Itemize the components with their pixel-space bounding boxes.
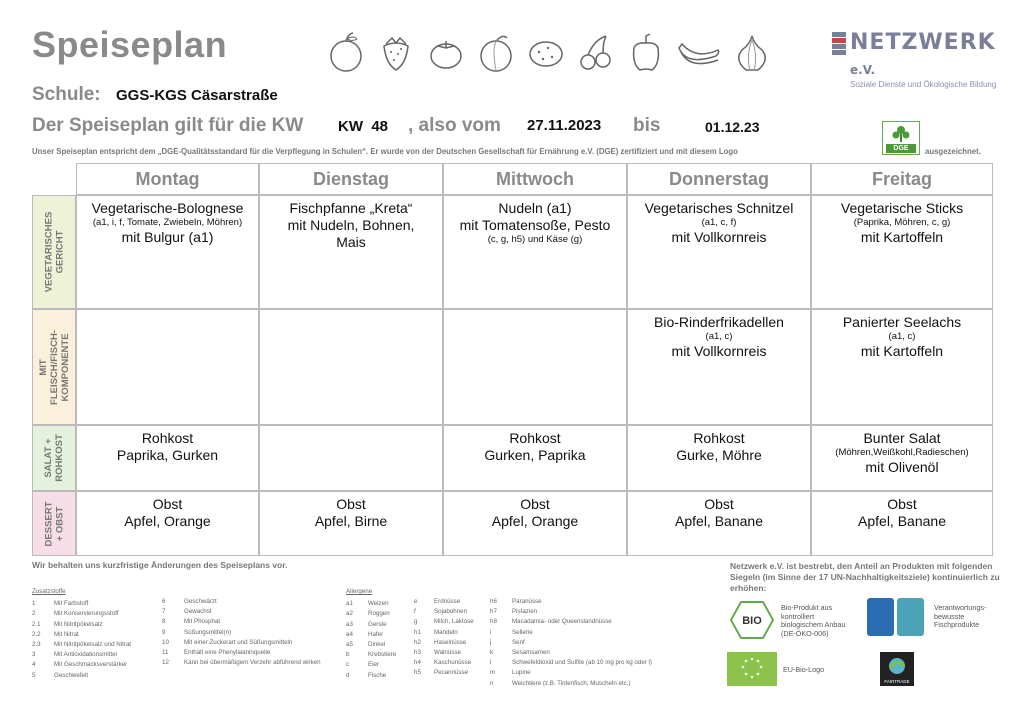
legend-text: Mit Konservierungsstoff xyxy=(54,610,119,618)
brand-suffix: e.V. xyxy=(850,63,875,77)
legend-text: Mit Farbstoff xyxy=(54,600,89,608)
meal-cell xyxy=(627,309,811,425)
legend-code: a3 xyxy=(346,620,353,628)
legend-code: h3 xyxy=(414,649,421,657)
fruit-icons xyxy=(326,30,772,74)
menu-table xyxy=(32,163,993,556)
meal-line: Panierter Seelachs xyxy=(842,314,962,330)
legend-text: Schwefeldioxid und Sulfite (ab 10 mg pro kg oder l) xyxy=(512,659,652,667)
meal-line: (Möhren,Weißkohl,Radieschen) xyxy=(835,447,969,458)
meal-cell xyxy=(627,195,811,309)
row-label xyxy=(32,425,76,491)
legend-text: Weichtiere (z.B. Tintenfisch, Muscheln etc.) xyxy=(512,679,631,687)
legend-row xyxy=(414,597,474,607)
meal-cell xyxy=(76,425,259,491)
legend-text: Sojabohnen xyxy=(434,608,468,616)
legend-text: Geschwärzt xyxy=(184,598,217,605)
legend-text: Erdnüsse xyxy=(434,598,461,605)
legend-row xyxy=(32,620,131,630)
meal-line: Obst xyxy=(336,496,366,512)
legend-row xyxy=(32,671,131,681)
legend-row xyxy=(32,599,131,609)
meal-line: Fischpfanne „Kreta“ xyxy=(289,200,413,216)
meal-cell xyxy=(811,309,993,425)
legend-row xyxy=(162,607,321,617)
brand-tagline: Soziale Dienste und Ökologische Bildung xyxy=(850,80,997,89)
legend-code: 2.1 xyxy=(32,620,41,628)
legend-code: h6 xyxy=(490,598,497,605)
legend-row xyxy=(346,660,396,670)
row-label-text: SALAT + ROHKOST xyxy=(43,434,65,482)
meal-line: Vegetarische-Bolognese xyxy=(91,200,244,216)
legend-text: Sellerie xyxy=(512,628,533,636)
from-label: , also vom xyxy=(408,115,501,136)
legend-row xyxy=(490,668,652,678)
legend-text: Kann bei übermäßigem Verzehr abführend wirken xyxy=(184,659,321,667)
additives-legend-2 xyxy=(162,597,321,668)
meal-line: (a1, i, f, Tomate, Zwiebeln, Möhren) xyxy=(92,217,243,228)
legend-row xyxy=(346,620,396,630)
school-label: Schule: xyxy=(32,84,101,105)
legend-text: Macadamia- oder Queenslandnüsse xyxy=(512,618,612,626)
eu-bio-logo-icon xyxy=(727,652,777,686)
peach-icon xyxy=(476,30,516,74)
bio-seal-text: Bio-Produkt aus kontrolliert biologischem Anbau (DE-ÖKO-006) xyxy=(781,603,846,638)
legend-row xyxy=(490,658,652,668)
legend-text: Gewachst xyxy=(184,608,212,616)
meal-cell xyxy=(76,491,259,556)
page-title: Speiseplan xyxy=(32,24,228,65)
school-name: GGS-KGS Cäsarstraße xyxy=(116,87,278,104)
meal-line: Gurke, Möhre xyxy=(676,447,762,463)
legend-row xyxy=(162,648,321,658)
meal-line: mit Vollkornreis xyxy=(671,229,767,245)
legend-row xyxy=(346,640,396,650)
to-date: 01.12.23 xyxy=(705,119,760,135)
meal-cell xyxy=(259,195,443,309)
legend-code: 11 xyxy=(162,649,169,657)
netzwerk-note: Netzwerk e.V. ist bestrebt, den Anteil an Produkten mit folgenden Siegeln (im Sinne der 17 UN-Nachhaltigkeitsziele) kontinuierlich zu erhöhen: xyxy=(730,561,1000,593)
additives-legend xyxy=(32,587,131,681)
strawberry-icon xyxy=(376,30,416,74)
legend-row xyxy=(490,607,652,617)
meal-line: Bio-Rinderfrikadellen xyxy=(654,314,784,330)
legend-row xyxy=(414,648,474,658)
allergens-legend-3 xyxy=(490,597,652,689)
legend-code: k xyxy=(490,649,494,657)
onion-icon xyxy=(732,30,772,74)
legend-row xyxy=(414,617,474,627)
legend-text: Enthält eine Phenylalaninquelle xyxy=(184,649,271,657)
meal-line: mit Olivenöl xyxy=(865,459,939,475)
legend-code: 2.3 xyxy=(32,641,41,649)
meal-line: (a1, c, f) xyxy=(701,217,737,228)
meal-line: Rohkost xyxy=(141,430,194,446)
legend-row xyxy=(32,630,131,640)
legend-code: 10 xyxy=(162,638,169,646)
netzwerk-mark-icon xyxy=(832,32,846,54)
meal-cell xyxy=(443,195,627,309)
valid-label: Der Speiseplan gilt für die KW xyxy=(32,115,304,136)
dge-logo-text: DGE xyxy=(886,144,916,153)
legend-code: e xyxy=(414,598,418,605)
legend-code: b xyxy=(346,651,350,659)
meal-line: mit Kartoffeln xyxy=(860,343,944,359)
legend-row xyxy=(414,628,474,638)
legend-row xyxy=(162,628,321,638)
legend-row xyxy=(346,650,396,660)
legend-text: Mandeln xyxy=(434,628,458,636)
meal-line: Nudeln (a1) xyxy=(498,200,572,216)
meal-line: Bunter Salat xyxy=(863,430,941,446)
cherry-icon xyxy=(576,30,616,74)
row-label xyxy=(32,195,76,309)
meal-line: Obst xyxy=(887,496,917,512)
legend-text: Mit Nitrat xyxy=(54,630,79,638)
meal-cell xyxy=(443,491,627,556)
meal-cell xyxy=(259,425,443,491)
additives-title: Zusatzstoffe xyxy=(32,588,66,595)
day-header-freitag: Freitag xyxy=(811,163,993,195)
legend-code: h1 xyxy=(414,628,421,636)
legend-text: Mit Phosphat xyxy=(184,618,221,626)
legend-text: Weizen xyxy=(368,600,389,608)
row-label-text: VEGETARISCHES GERICHT xyxy=(43,211,65,293)
legend-code: i xyxy=(490,628,492,636)
meal-cell xyxy=(259,309,443,425)
legend-code: 2 xyxy=(32,610,36,618)
potato-icon xyxy=(526,30,566,74)
legend-text: Hafer xyxy=(368,630,384,638)
legend-code: 3 xyxy=(32,651,36,659)
legend-text: Fische xyxy=(368,671,387,679)
legend-text: Mit Antioxidationsmittel xyxy=(54,651,117,659)
bell-pepper-icon xyxy=(626,30,666,74)
legend-code: f xyxy=(414,608,416,616)
legend-code: c xyxy=(346,661,350,669)
meal-line: (Paprika, Möhren, c, g) xyxy=(853,217,951,228)
legend-text: Dinkel xyxy=(368,641,386,649)
legend-text: Milch, Laktose xyxy=(434,618,474,626)
legend-code: 5 xyxy=(32,671,36,679)
legend-code: l xyxy=(490,659,492,667)
legend-code: d xyxy=(346,671,350,679)
meal-line: Vegetarisches Schnitzel xyxy=(644,200,794,216)
meal-cell xyxy=(76,309,259,425)
legend-row xyxy=(32,640,131,650)
meal-cell xyxy=(811,491,993,556)
tomato-icon xyxy=(426,30,466,74)
legend-code: h8 xyxy=(490,618,497,626)
legend-row xyxy=(162,638,321,648)
msc-seal-text: Verantwortungs-bewusste Fischprodukte xyxy=(934,603,987,629)
meal-line: Rohkost xyxy=(693,430,745,446)
legend-code: 6 xyxy=(162,598,166,605)
meal-line: Rohkost xyxy=(509,430,561,446)
meal-line: Apfel, Orange xyxy=(124,513,211,529)
meal-line: (a1, c) xyxy=(888,331,916,342)
legend-row xyxy=(162,617,321,627)
allergens-legend-2 xyxy=(414,597,474,679)
meal-cell xyxy=(443,425,627,491)
netzwerk-logo xyxy=(832,30,1024,89)
legend-text: Pistazien xyxy=(512,608,538,616)
legend-text: Paranüsse xyxy=(512,598,542,605)
bio-seal-icon xyxy=(730,600,774,640)
legend-code: 9 xyxy=(162,628,166,636)
week-number: KW 48 xyxy=(338,118,389,135)
meal-cell xyxy=(627,491,811,556)
meal-line: Apfel, Banane xyxy=(675,513,763,529)
legend-text: Mit Nitritpökelsalz und Nitrat xyxy=(54,641,132,649)
legend-code: j xyxy=(490,638,492,646)
meal-cell xyxy=(811,425,993,491)
meal-line: Obst xyxy=(520,496,550,512)
legend-code: h4 xyxy=(414,659,421,667)
legend-code: 7 xyxy=(162,608,166,616)
legend-row xyxy=(414,607,474,617)
meal-line: mit Kartoffeln xyxy=(860,229,944,245)
row-label xyxy=(32,309,76,425)
legend-text: Kaschunüsse xyxy=(434,659,472,667)
legend-code: a2 xyxy=(346,610,353,618)
legend-text: Krebstiere xyxy=(368,651,397,659)
day-header-montag: Montag xyxy=(76,163,259,195)
day-header-mittwoch: Mittwoch xyxy=(443,163,627,195)
legend-text: Pecannüsse xyxy=(434,669,469,677)
legend-row xyxy=(490,617,652,627)
legend-text: Lupine xyxy=(512,669,531,677)
meal-line: Obst xyxy=(704,496,734,512)
legend-text: Walnüsse xyxy=(434,649,461,657)
banana-icon xyxy=(676,30,722,74)
legend-text: Sesamsamen xyxy=(512,649,550,657)
legend-text: Mit Nitritpökelsalz xyxy=(54,620,103,628)
dge-note-end: ausgezeichnet. xyxy=(925,147,981,156)
meal-line: mit Nudeln, Bohnen, xyxy=(287,217,415,233)
legend-row xyxy=(490,628,652,638)
legend-row xyxy=(414,638,474,648)
legend-row xyxy=(32,609,131,619)
legend-code: a4 xyxy=(346,630,353,638)
legend-code: h2 xyxy=(414,638,421,646)
legend-code: 1 xyxy=(32,600,36,608)
legend-code: a1 xyxy=(346,600,353,608)
meal-line: Mais xyxy=(336,234,366,250)
legend-row xyxy=(162,658,321,668)
legend-code: n xyxy=(490,679,494,687)
meal-line: mit Bulgur (a1) xyxy=(121,229,214,245)
meal-cell xyxy=(259,491,443,556)
legend-text: Senf xyxy=(512,638,525,646)
meal-cell xyxy=(76,195,259,309)
legend-text: Geschwefelt xyxy=(54,671,89,679)
meal-line: Obst xyxy=(152,496,183,512)
legend-row xyxy=(346,630,396,640)
meal-line: (c, g, h5) und Käse (g) xyxy=(487,234,583,245)
legend-text: Gerste xyxy=(368,620,387,628)
legend-text: Mit einer Zuckerart und Süßungsmitteln xyxy=(184,638,293,646)
row-label xyxy=(32,491,76,556)
to-label: bis xyxy=(633,115,661,136)
legend-row xyxy=(414,658,474,668)
day-header-dienstag: Dienstag xyxy=(259,163,443,195)
legend-code: 8 xyxy=(162,618,166,626)
legend-row xyxy=(162,597,321,607)
meal-line: mit Tomatensoße, Pesto xyxy=(459,217,611,233)
legend-code: 2.2 xyxy=(32,630,41,638)
change-note: Wir behalten uns kurzfristige Änderungen des Speiseplans vor. xyxy=(32,560,288,570)
meal-line: Gurken, Paprika xyxy=(484,447,586,463)
legend-row xyxy=(346,671,396,681)
row-label-text: MIT FLEISCH/FISCH-KOMPONENTE xyxy=(37,329,71,405)
legend-code: 12 xyxy=(162,659,169,667)
apple-icon xyxy=(326,30,366,74)
legend-row xyxy=(346,599,396,609)
legend-code: 4 xyxy=(32,661,36,669)
dge-leaf-icon xyxy=(892,125,910,143)
legend-code: g xyxy=(414,618,418,626)
row-label-text: DESSERT + OBST xyxy=(43,501,65,546)
meal-line: Apfel, Birne xyxy=(314,513,388,529)
meal-line: mit Vollkornreis xyxy=(671,343,767,359)
brand-name: NETZWERK xyxy=(850,30,996,55)
from-date: 27.11.2023 xyxy=(527,117,602,134)
legend-row xyxy=(32,660,131,670)
legend-text: Mit Geschmacksverstärker xyxy=(54,661,128,669)
meal-line: Apfel, Orange xyxy=(491,513,579,529)
bio-logo-text: BIO xyxy=(742,615,762,627)
dge-note: Unser Speiseplan entspricht dem „DGE-Qualitätsstandard für die Verpflegung in Schulen“. Er wurde von der Deutschen Gesellschaft für Ernährung e.V. (DGE) zertifiziert und mit diesem Logo xyxy=(32,147,738,156)
eu-bio-text: EU-Bio-Logo xyxy=(783,665,825,674)
legend-row xyxy=(490,597,652,607)
legend-text: Roggen xyxy=(368,610,390,618)
meal-cell xyxy=(811,195,993,309)
allergens-title: Allergene xyxy=(346,588,373,595)
legend-text: Haselnüsse xyxy=(434,638,467,646)
dge-logo xyxy=(882,121,920,155)
meal-line: Apfel, Banane xyxy=(858,513,946,529)
legend-row xyxy=(346,609,396,619)
legend-row xyxy=(414,668,474,678)
legend-code: a5 xyxy=(346,641,353,649)
legend-code: m xyxy=(490,669,496,677)
legend-code: h7 xyxy=(490,608,497,616)
meal-cell xyxy=(627,425,811,491)
allergens-legend xyxy=(346,587,396,681)
legend-code: h5 xyxy=(414,669,421,677)
meal-line: Vegetarische Sticks xyxy=(840,200,964,216)
fairtrade-text: FAIRTRADE xyxy=(884,679,910,684)
msc-asc-seal-icon xyxy=(867,598,925,638)
meal-line: (a1, c) xyxy=(705,331,733,342)
legend-row xyxy=(490,679,652,689)
legend-row xyxy=(490,648,652,658)
fairtrade-logo-icon xyxy=(880,652,914,686)
day-header-donnerstag: Donnerstag xyxy=(627,163,811,195)
legend-text: Eier xyxy=(368,661,380,669)
meal-cell xyxy=(443,309,627,425)
meal-line: Paprika, Gurken xyxy=(116,447,219,463)
legend-row xyxy=(32,650,131,660)
legend-row xyxy=(490,638,652,648)
legend-text: Süßungsmittel(n) xyxy=(184,628,232,636)
